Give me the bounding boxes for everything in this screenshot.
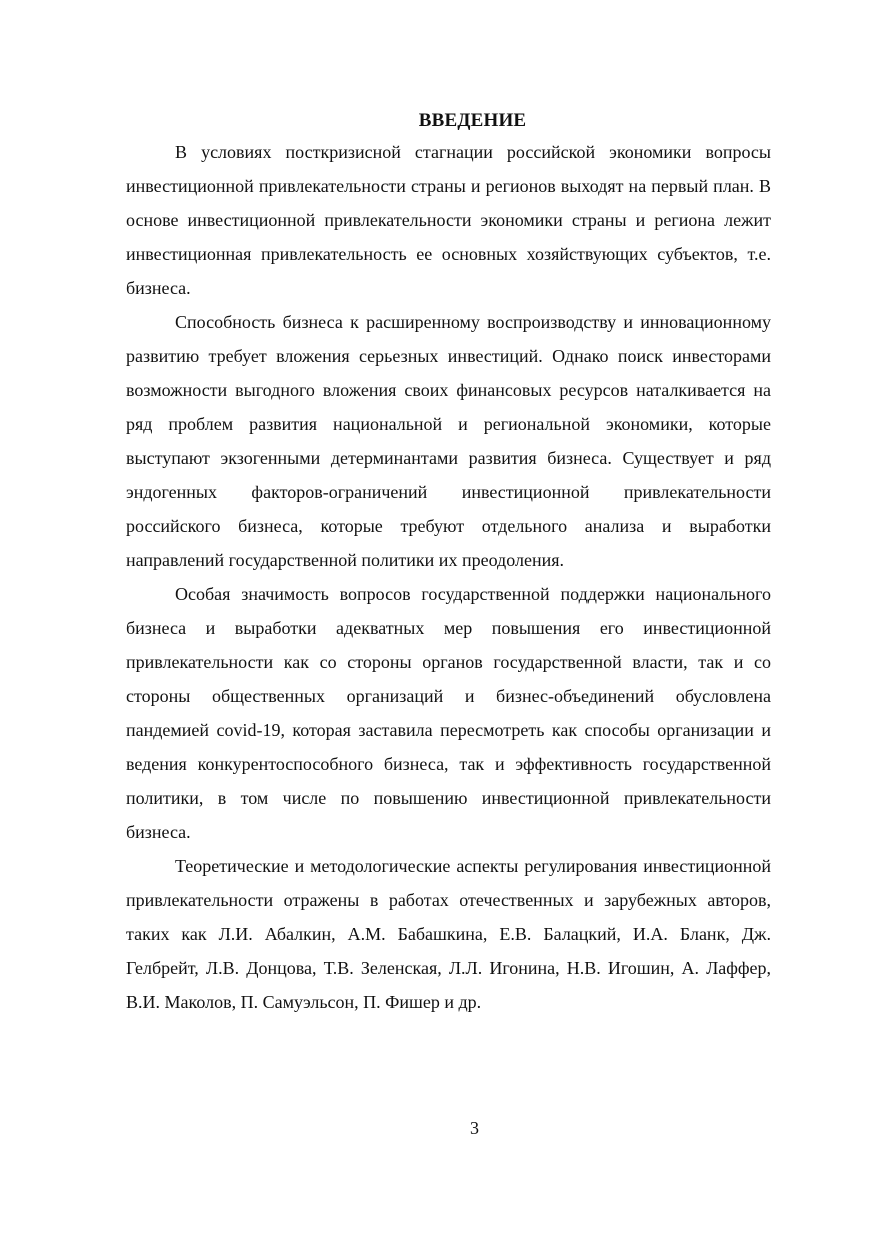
section-heading: ВВЕДЕНИЕ (418, 110, 527, 131)
paragraph-3: Особая значимость вопросов государственной поддержки национального бизнеса и выработки адекватных мер повышения его инвестиционной привлекательности как со стороны органов государственной власти, так и со стороны общественных организаций и бизнес-объединений обусловлена пандемией covid-19, которая заставила пересмотреть как способы организации и ведения конкурентоспособного бизнеса, так и эффективность государственной политики, в том числе по повышению инвестиционной привлекательности бизнеса. (126, 584, 771, 842)
page-body (126, 107, 771, 1019)
paragraph-2: Способность бизнеса к расширенному воспроизводству и инновационному развитию требует вложения серьезных инвестиций. Однако поиск инвесторами возможности выгодного вложения своих финансовых ресурсов наталкивается на ряд проблем развития национальной и региональной экономики, которые выступают экзогенными детерминантами развития бизнеса. Существует и ряд эндогенных факторов-ограничений инвестиционной привлекательности российского бизнеса, которые требуют отдельного анализа и выработки направлений государственной политики их преодоления. (126, 312, 771, 570)
paragraph-4: Теоретические и методологические аспекты регулирования инвестиционной привлекательности отражены в работах отечественных и зарубежных авторов, таких как Л.И. Абалкин, А.М. Бабашкина, Е.В. Балацкий, И.А. Бланк, Дж. Гелбрейт, Л.В. Донцова, Т.В. Зеленская, Л.Л. Игонина, Н.В. Игошин, А. Лаффер, В.И. Маколов, П. Самуэльсон, П. Фишер и др. (126, 856, 771, 1012)
page-number: 3 (470, 1118, 479, 1138)
paragraph-1: В условиях посткризисной стагнации российской экономики вопросы инвестиционной привлекательности страны и регионов выходят на первый план. В основе инвестиционной привлекательности экономики страны и региона лежит инвестиционная привлекательность ее основных хозяйствующих субъектов, т.е. бизнеса. (126, 142, 771, 298)
